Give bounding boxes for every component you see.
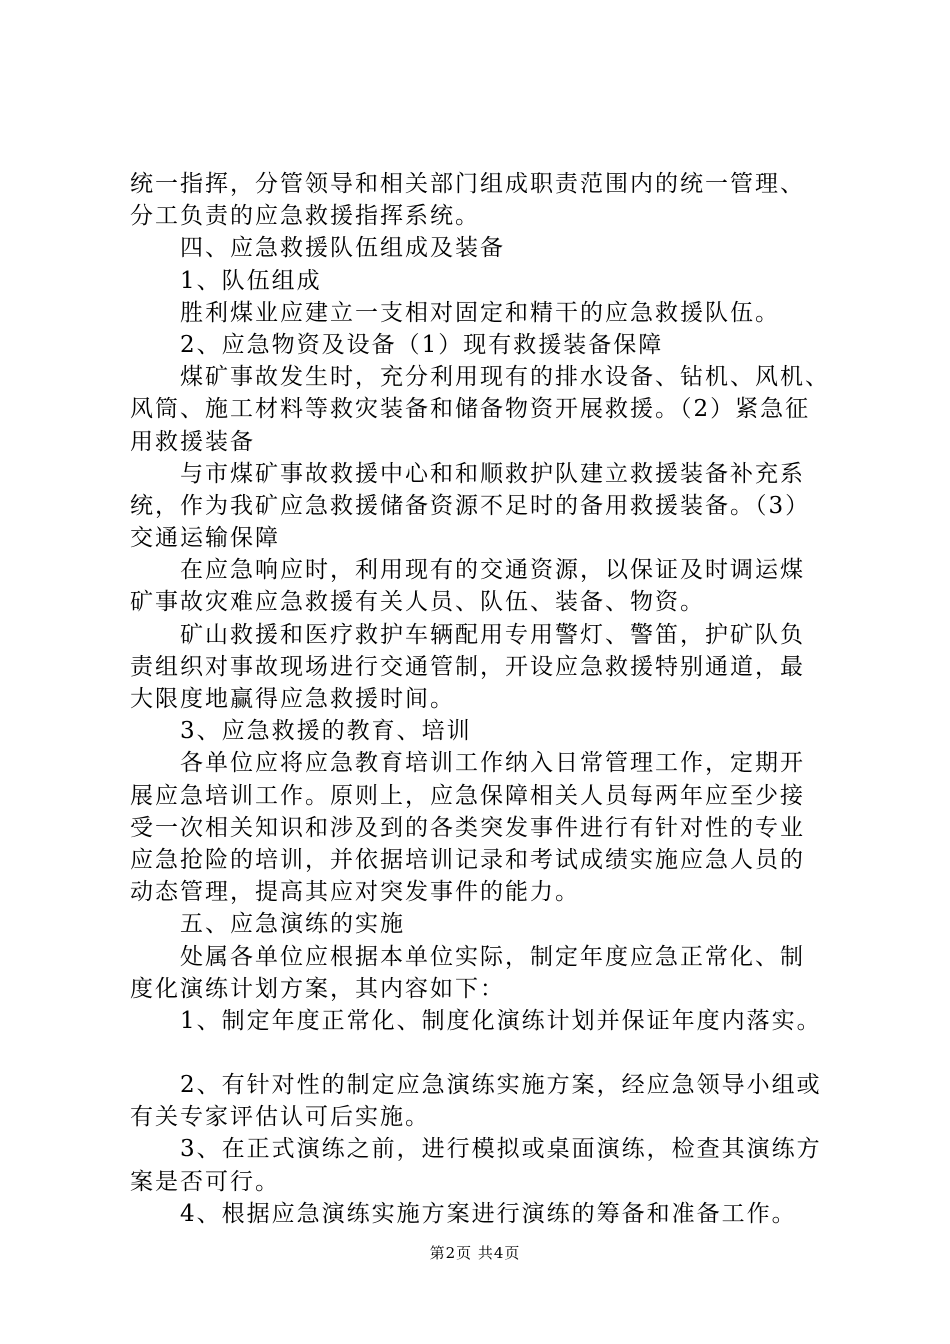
subsection-heading: 1、队伍组成 — [130, 267, 322, 294]
page-footer: 第2页 共4页 — [429, 1244, 521, 1262]
paragraph-gap — [130, 1037, 830, 1069]
document-body — [130, 168, 830, 1230]
text-line: 煤矿事故发生时，充分利用现有的排水设备、钻机、风机、 — [130, 364, 830, 391]
text-line: 在应急响应时，利用现有的交通资源，以保证及时调运煤 — [130, 557, 805, 584]
text-line: 统一指挥，分管领导和相关部门组成职责范围内的统一管理、 — [130, 171, 805, 197]
text-line: 各单位应将应急教育培训工作纳入日常管理工作，定期开 — [130, 750, 805, 777]
list-item: 4、根据应急演练实施方案进行演练的筹备和准备工作。 — [130, 1200, 797, 1227]
text-line: 案是否可行。 — [130, 1168, 280, 1195]
text-line: 与市煤矿事故救援中心和和顺救护队建立救援装备补充系 — [130, 460, 805, 487]
list-item: 1、制定年度正常化、制度化演练计划并保证年度内落实。 — [130, 1007, 822, 1034]
text-line: 大限度地赢得应急救援时间。 — [130, 686, 455, 712]
section-heading: 四、应急救援队伍组成及装备 — [130, 235, 505, 262]
text-line: 处属各单位应根据本单位实际，制定年度应急正常化、制 — [130, 943, 805, 970]
text-line: 分工负责的应急救援指挥系统。 — [130, 203, 480, 230]
text-line: 受一次相关知识和涉及到的各类突发事件进行有针对性的专业 — [130, 814, 805, 841]
section-heading: 五、应急演练的实施 — [130, 911, 405, 938]
text-line: 交通运输保障 — [130, 525, 280, 552]
text-line: 应急抢险的培训，并依据培训记录和考试成绩实施应急人员的 — [130, 846, 805, 873]
text-line: 风筒、施工材料等救灾装备和储备物资开展救援。（2）紧急征 — [130, 396, 811, 423]
subsection-heading: 3、应急救援的教育、培训 — [130, 718, 472, 745]
text-line: 展应急培训工作。原则上，应急保障相关人员每两年应至少接 — [130, 782, 805, 809]
text-line: 矿山救援和医疗救护车辆配用专用警灯、警笛，护矿队负 — [130, 621, 805, 648]
text-line: 矿事故灾难应急救援有关人员、队伍、装备、物资。 — [130, 589, 705, 616]
text-line: 度化演练计划方案，其内容如下： — [130, 975, 505, 1002]
list-item: 3、在正式演练之前，进行模拟或桌面演练，检查其演练方 — [130, 1136, 822, 1163]
text-line: 责组织对事故现场进行交通管制，开设应急救援特别通道，最 — [130, 653, 805, 680]
text-line: 动态管理，提高其应对突发事件的能力。 — [130, 879, 580, 906]
text-line: 用救援装备 — [130, 428, 255, 455]
text-line: 有关专家评估认可后实施。 — [130, 1104, 430, 1131]
text-line: 胜利煤业应建立一支相对固定和精干的应急救援队伍。 — [130, 299, 780, 326]
text-line: 统，作为我矿应急救援储备资源不足时的备用救援装备。（3） — [130, 492, 811, 519]
list-item: 2、有针对性的制定应急演练实施方案，经应急领导小组或 — [130, 1072, 822, 1099]
subsection-heading: 2、应急物资及设备（1）现有救援装备保障 — [130, 331, 664, 358]
